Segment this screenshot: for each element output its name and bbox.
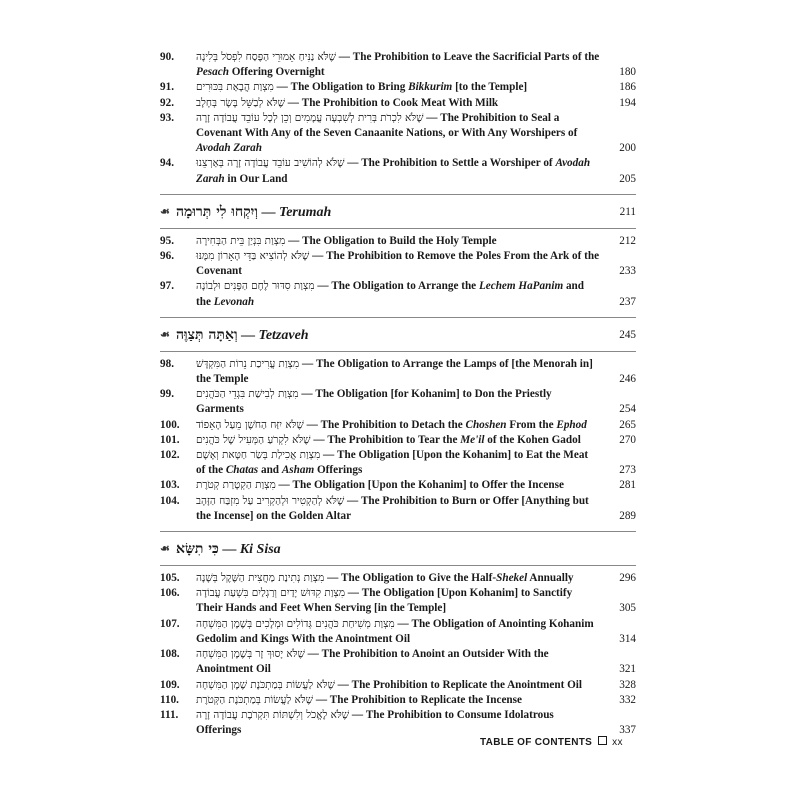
entry-english-title: The Obligation to Arrange the Lechem HaPanim and the Levonah bbox=[196, 280, 584, 308]
leaf-ornament-icon: ☙ bbox=[160, 205, 170, 218]
leaf-ornament-icon: ☙ bbox=[160, 543, 170, 556]
entry-number: 100. bbox=[160, 418, 180, 431]
section-divider bbox=[160, 565, 636, 566]
toc-entry bbox=[160, 571, 636, 586]
entry-hebrew-text: שֶׁלֹּא לְהוֹצִיא בַּדֵּי הָאָרוֹן מִמֶּנּוּ bbox=[196, 250, 310, 263]
section-english-title: Tetzaveh bbox=[258, 327, 309, 343]
entry-hebrew-text: מִצְוַת הֲבָאַת בִּכּוּרִים bbox=[196, 81, 274, 94]
entry-page-number: 314 bbox=[619, 632, 636, 645]
entry-dash: — bbox=[303, 418, 321, 431]
toc-entry bbox=[160, 418, 636, 433]
toc-entry bbox=[160, 50, 636, 80]
entry-dash: — bbox=[314, 280, 332, 293]
entry-hebrew-text: מִצְוַת סִדּוּר לֶחֶם הַפָּנִים וּלְבוֹנָה bbox=[196, 280, 315, 293]
entry-english-title: The Prohibition to Settle a Worshiper of Avodah Zarah in Our Land bbox=[196, 157, 591, 185]
toc-page bbox=[160, 50, 636, 738]
toc-entry bbox=[160, 478, 636, 493]
entry-group-2 bbox=[160, 234, 636, 310]
entry-english-title: The Prohibition to Anoint an Outsider With the Anointment Oil bbox=[196, 648, 549, 676]
section-hebrew-title: וְיִקְחוּ לִי תְּרוּמָה bbox=[176, 203, 258, 220]
entry-dash: — bbox=[320, 449, 338, 462]
entry-page-number: 328 bbox=[619, 678, 636, 691]
entry-number: 109. bbox=[160, 678, 180, 691]
entry-english-title: The Obligation [Upon the Kohanim] to Offer the Incense bbox=[292, 479, 564, 492]
entry-hebrew-text: שֶׁלֹּא יָסוּךְ זָר בְּשֶׁמֶן הַמִּשְׁחָה bbox=[196, 648, 305, 661]
entry-dash: — bbox=[394, 617, 412, 630]
section-english-title: Ki Sisa bbox=[239, 542, 281, 558]
toc-entry bbox=[160, 111, 636, 157]
page-footer bbox=[480, 736, 623, 748]
entry-dash: — bbox=[344, 157, 362, 170]
section-hebrew-title: וְאַתָּה תְּצַוֶּה bbox=[176, 326, 238, 343]
entry-page-number: 321 bbox=[619, 663, 636, 676]
entry-number: 94. bbox=[160, 157, 174, 170]
section-page-number: 211 bbox=[619, 205, 636, 218]
entry-page-number: 186 bbox=[619, 81, 636, 94]
entry-hebrew-text: שֶׁלֹּא לַעֲשׂוֹת בְּמַתְכֹּנֶת שֶׁמֶן הַמִּשְׁחָה bbox=[196, 678, 335, 691]
entry-number: 93. bbox=[160, 111, 174, 124]
entry-hebrew-text: שֶׁלֹּא לְבַשֵּׁל בָּשָׂר בְּחָלָב bbox=[196, 96, 285, 109]
entry-page-number: 233 bbox=[619, 265, 636, 278]
entry-page-number: 332 bbox=[619, 693, 636, 706]
entry-hebrew-text: מִצְוַת בִּנְיַן בֵּית הַבְּחִירָה bbox=[196, 234, 286, 247]
entry-page-number: 200 bbox=[619, 142, 636, 155]
entry-english-title: The Prohibition to Replicate the Incense bbox=[329, 693, 522, 706]
entry-hebrew-text: שֶׁלֹּא לְהַקְטִיר וּלְהַקְרִיב עַל מִזְבַּח הַזָּהָב bbox=[196, 494, 345, 507]
entry-number: 99. bbox=[160, 388, 174, 401]
section-heading-ki-sisa bbox=[160, 537, 636, 561]
toc-entry bbox=[160, 234, 636, 249]
section-divider bbox=[160, 194, 636, 195]
toc-entry bbox=[160, 693, 636, 708]
toc-entry bbox=[160, 617, 636, 647]
toc-entry bbox=[160, 678, 636, 693]
entry-number: 104. bbox=[160, 494, 180, 507]
entry-hebrew-text: שֶׁלֹּא לְהוֹשִׁיב עוֹבֵד עֲבוֹדָה זָרָה בְּאַרְצֵנוּ bbox=[196, 157, 345, 170]
entry-english-title: The Obligation [Upon Kohanim] to Sanctify Their Hands and Feet When Serving [in the Temple] bbox=[196, 587, 573, 615]
entry-number: 95. bbox=[160, 234, 174, 247]
entry-dash: — bbox=[304, 648, 322, 661]
entry-page-number: 212 bbox=[619, 234, 636, 247]
entry-page-number: 194 bbox=[619, 96, 636, 109]
entry-page-number: 296 bbox=[619, 572, 636, 585]
toc-entry bbox=[160, 357, 636, 387]
square-bullet-icon bbox=[598, 736, 607, 745]
entry-dash: — bbox=[313, 693, 330, 706]
section-english-title: Terumah bbox=[278, 204, 332, 220]
entry-hebrew-text: שֶׁלֹּא לֶאֱכֹל וְלִשְׁתּוֹת תִּקְרֹבֶת עֲבוֹדָה זָרָה bbox=[196, 708, 350, 721]
entry-english-title: The Obligation of Anointing Kohanim Gedolim and Kings With the Anointment Oil bbox=[196, 617, 594, 645]
entry-hebrew-text: שֶׁלֹּא לִקְרֹעַ הַמְּעִיל שֶׁל כֹּהֲנִים bbox=[196, 433, 311, 446]
entry-hebrew-text: מִצְוַת עֲרִיכַת נֵרוֹת הַמִּקְדָּשׁ bbox=[196, 357, 300, 370]
entry-dash: — bbox=[285, 234, 303, 247]
section-dash: — bbox=[241, 327, 256, 343]
leaf-ornament-icon: ☙ bbox=[160, 328, 170, 341]
entry-dash: — bbox=[349, 708, 366, 721]
toc-entry bbox=[160, 80, 636, 95]
entry-group-1 bbox=[160, 50, 636, 187]
section-dash: — bbox=[261, 204, 276, 220]
entry-hebrew-text: מִצְוַת לְבִישַׁת בִּגְדֵי הַכֹּהֲנִים bbox=[196, 388, 299, 401]
entry-english-title: The Prohibition to Tear the Me'il of the Kohen Gadol bbox=[327, 433, 581, 446]
entry-number: 111. bbox=[160, 708, 179, 721]
entry-dash: — bbox=[344, 494, 361, 507]
footer-label: TABLE OF CONTENTS bbox=[480, 737, 593, 748]
entry-dash: — bbox=[310, 433, 328, 446]
entry-english-title: The Prohibition to Replicate the Anointment Oil bbox=[351, 678, 583, 691]
entry-page-number: 180 bbox=[619, 66, 636, 79]
toc-entry bbox=[160, 448, 636, 478]
entry-number: 98. bbox=[160, 357, 174, 370]
toc-entry bbox=[160, 708, 636, 738]
entry-dash: — bbox=[298, 388, 316, 401]
entry-page-number: 237 bbox=[619, 295, 636, 308]
entry-english-title: The Obligation [for Kohanim] to Don the Priestly Garments bbox=[196, 388, 552, 416]
entry-group-3 bbox=[160, 357, 636, 524]
entry-english-title: The Prohibition to Cook Meat With Milk bbox=[301, 96, 499, 109]
toc-entry bbox=[160, 249, 636, 279]
entry-page-number: 246 bbox=[619, 373, 636, 386]
entry-hebrew-text: מִצְוַת קִדּוּשׁ יָדַיִם וְרַגְלַיִם בִּשְׁעַת עֲבוֹדָה bbox=[196, 587, 345, 600]
entry-number: 105. bbox=[160, 572, 180, 585]
entry-dash: — bbox=[335, 51, 353, 63]
entry-number: 102. bbox=[160, 449, 180, 462]
entry-page-number: 281 bbox=[619, 479, 636, 492]
section-heading-tetzaveh bbox=[160, 323, 636, 347]
entry-dash: — bbox=[299, 357, 316, 370]
toc-entry bbox=[160, 433, 636, 448]
entry-hebrew-text: שֶׁלֹּא לַעֲשׂוֹת בְּמַתְכֹּנֶת הַקְּטֹרֶת bbox=[196, 693, 314, 706]
entry-english-title: The Prohibition to Seal a Covenant With Any of the Seven Canaanite Nations, or With Any Worshipers of Avodah Zarah bbox=[196, 111, 578, 155]
entry-dash: — bbox=[273, 81, 291, 94]
entry-dash: — bbox=[275, 479, 293, 492]
entry-page-number: 289 bbox=[619, 509, 636, 522]
entry-english-title: The Prohibition to Detach the Choshen From the Ephod bbox=[320, 418, 587, 431]
entry-dash: — bbox=[344, 587, 362, 600]
footer-page-number: xx bbox=[612, 737, 623, 748]
entry-hebrew-text: שֶׁלֹּא לִכְרֹת בְּרִית לְשִׁבְעָה עֲמָמִים וְכֵן לְכָל עוֹבֵד עֲבוֹדָה זָרָה bbox=[196, 111, 424, 124]
toc-entry bbox=[160, 387, 636, 417]
entry-page-number: 254 bbox=[619, 403, 636, 416]
entry-number: 90. bbox=[160, 51, 174, 63]
entry-number: 110. bbox=[160, 693, 179, 706]
entry-number: 91. bbox=[160, 81, 174, 94]
entry-dash: — bbox=[324, 572, 342, 585]
entry-english-title: The Obligation [Upon the Kohanim] to Eat the Meat of the Chatas and Asham Offerings bbox=[196, 449, 589, 477]
section-hebrew-title: כִּי תִשָּׂא bbox=[176, 541, 219, 558]
toc-entry bbox=[160, 647, 636, 677]
section-divider bbox=[160, 228, 636, 229]
entry-english-title: The Prohibition to Leave the Sacrificial Parts of the Pesach Offering Overnight bbox=[196, 51, 600, 79]
entry-number: 92. bbox=[160, 96, 174, 109]
entry-hebrew-text: שֶׁלֹּא נַנִּיחַ אֵמוּרֵי הַפֶּסַח לִפְסֹל בְּלִינָה bbox=[196, 51, 336, 63]
toc-entry bbox=[160, 156, 636, 186]
entry-english-title: The Obligation to Build the Holy Temple bbox=[302, 234, 497, 247]
section-page-number: 245 bbox=[619, 328, 636, 341]
entry-number: 108. bbox=[160, 648, 180, 661]
section-divider bbox=[160, 351, 636, 352]
entry-dash: — bbox=[334, 678, 352, 691]
entry-hebrew-text: מִצְוַת נְתִינַת מַחֲצִית הַשֶּׁקֶל בְּשָׁנָה bbox=[196, 572, 325, 585]
entry-english-title: The Prohibition to Consume Idolatrous Offerings bbox=[196, 708, 554, 737]
toc-entry bbox=[160, 586, 636, 616]
entry-hebrew-text: מִצְוַת הַקְטָרַת קְטֹרֶת bbox=[196, 479, 276, 492]
toc-entry bbox=[160, 494, 636, 524]
entry-number: 103. bbox=[160, 479, 180, 492]
entry-page-number: 337 bbox=[619, 724, 636, 737]
entry-group-4 bbox=[160, 571, 636, 738]
section-heading-terumah bbox=[160, 200, 636, 224]
entry-page-number: 305 bbox=[619, 602, 636, 615]
entry-number: 106. bbox=[160, 587, 180, 600]
entry-hebrew-text: מִצְוַת מְשִׁיחַת כֹּהֲנִים גְּדוֹלִים וּמְלָכִים בְּשֶׁמֶן הַמִּשְׁחָה bbox=[196, 617, 395, 630]
toc-entry bbox=[160, 96, 636, 111]
entry-number: 97. bbox=[160, 280, 174, 293]
entry-page-number: 273 bbox=[619, 464, 636, 477]
toc-entry bbox=[160, 279, 636, 309]
entry-english-title: The Prohibition to Remove the Poles From the Ark of the Covenant bbox=[196, 250, 600, 278]
section-divider bbox=[160, 317, 636, 318]
entry-hebrew-text: שֶׁלֹּא יִזַּח הַחֹשֶׁן מֵעַל הָאֵפוֹד bbox=[196, 418, 304, 431]
entry-page-number: 205 bbox=[619, 172, 636, 185]
entry-page-number: 265 bbox=[619, 418, 636, 431]
section-divider bbox=[160, 531, 636, 532]
entry-number: 101. bbox=[160, 433, 180, 446]
entry-number: 107. bbox=[160, 617, 180, 630]
entry-dash: — bbox=[423, 111, 441, 124]
entry-english-title: The Obligation to Bring Bikkurim [to the Temple] bbox=[290, 81, 528, 94]
entry-english-title: The Obligation to Give the Half-Shekel Annually bbox=[341, 572, 574, 585]
entry-dash: — bbox=[309, 250, 327, 263]
entry-english-title: The Prohibition to Burn or Offer [Anything but the Incense] on the Golden Altar bbox=[196, 494, 589, 522]
entry-hebrew-text: מִצְוַת אֲכִילַת בְּשַׂר חַטָּאת וְאָשָׁם bbox=[196, 449, 321, 462]
entry-page-number: 270 bbox=[619, 433, 636, 446]
entry-number: 96. bbox=[160, 250, 174, 263]
section-dash: — bbox=[222, 542, 237, 558]
entry-dash: — bbox=[284, 96, 302, 109]
entry-english-title: The Obligation to Arrange the Lamps of [the Menorah in] the Temple bbox=[196, 357, 593, 386]
